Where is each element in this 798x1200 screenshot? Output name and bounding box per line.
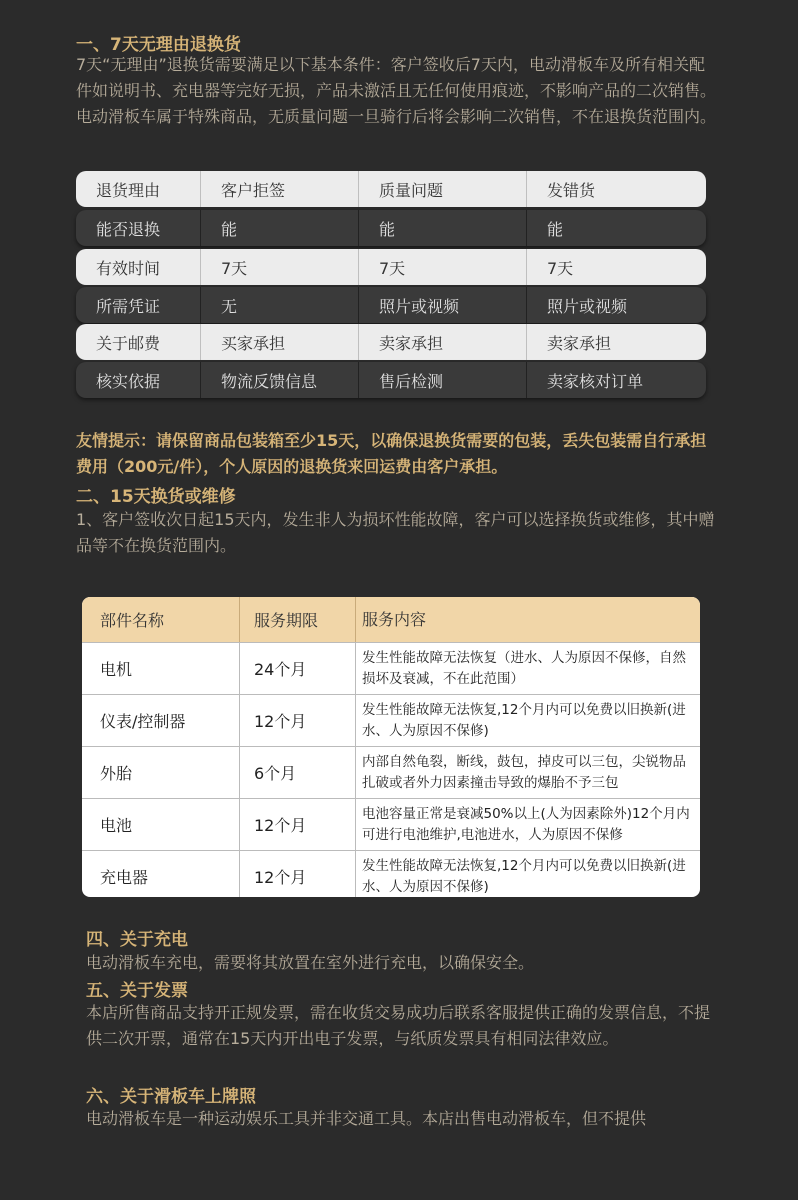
warranty-table <box>82 597 700 897</box>
table-cell: 核实依据 <box>96 371 161 391</box>
exchange-paragraph: 1、客户签收次日起15天内，发生非人为损坏性能故障，客户可以选择换货或维修，其中赠品等不在换货范围内。 <box>76 510 715 555</box>
table-cell: 能 <box>200 210 358 246</box>
friendly-notice: 友情提示：请保留商品包装箱至少15天，以确保退换货需要的包装，丢失包装需自行承担费用（200元/件），个人原因的退换货来回运费由客户承担。 <box>76 431 707 476</box>
table-cell: 7天 <box>358 249 526 285</box>
invoice-paragraph: 本店所售商品支持开正规发票，需在收货交易成功后联系客服提供正确的发票信息，不提供二次开票，通常在15天内开出电子发票，与纸质发票具有相同法律效应。 <box>86 1003 711 1048</box>
return-policy-paragraph: 7天“无理由”退换货需要满足以下基本条件：客户签收后7天内，电动滑板车及所有相关配件如说明书、充电器等完好无损，产品未激活且无任何使用痕迹，不影响产品的二次销售。电动滑板车属于特殊商品，无质量问题一旦骑行后将会影响二次销售，不在退换货范围内。 <box>76 55 717 126</box>
table-cell: 物流反馈信息 <box>200 362 358 398</box>
table-cell: 内部自然龟裂，断线，鼓包，掉皮可以三包，尖锐物品扎破或者外力因素撞击导致的爆胎不予三包 <box>355 747 700 798</box>
return-table-row <box>76 249 706 285</box>
table-cell: 照片或视频 <box>526 287 706 323</box>
return-table-row <box>76 362 706 398</box>
table-cell: 有效时间 <box>96 258 161 278</box>
return-table-row <box>76 210 706 246</box>
table-row <box>82 642 700 694</box>
license-paragraph: 电动滑板车是一种运动娱乐工具并非交通工具。本店出售电动滑板车，但不提供 <box>86 1109 647 1128</box>
table-cell: 电机 <box>100 660 133 679</box>
section-title-invoice: 五、关于发票 <box>86 981 188 1001</box>
table-cell: 无 <box>200 287 358 323</box>
table-row <box>82 694 700 746</box>
table-cell: 能 <box>526 210 706 246</box>
table-cell: 外胎 <box>100 764 133 783</box>
return-table-row <box>76 287 706 323</box>
table-cell: 退货理由 <box>96 180 161 200</box>
table-cell: 卖家核对订单 <box>526 362 706 398</box>
table-cell: 12个月 <box>239 695 355 746</box>
table-row <box>82 850 700 897</box>
table-cell: 电池 <box>100 816 133 835</box>
table-cell: 6个月 <box>239 747 355 798</box>
table-cell: 充电器 <box>100 868 149 887</box>
return-table-row <box>76 324 706 360</box>
charging-paragraph: 电动滑板车充电，需要将其放置在室外进行充电，以确保安全。 <box>86 953 535 972</box>
table-cell: 客户拒签 <box>200 171 358 207</box>
header-cell-part: 部件名称 <box>100 611 165 630</box>
table-cell: 所需凭证 <box>96 296 161 316</box>
table-cell: 买家承担 <box>200 324 358 360</box>
table-row <box>82 746 700 798</box>
table-cell: 发错货 <box>526 171 706 207</box>
section-title-license: 六、关于滑板车上牌照 <box>86 1087 256 1107</box>
table-cell: 发生性能故障无法恢复（进水、人为原因不保修，自然损坏及衰减，不在此范围） <box>355 643 700 694</box>
table-cell: 能 <box>358 210 526 246</box>
table-cell: 7天 <box>200 249 358 285</box>
section-title-charging: 四、关于充电 <box>86 930 188 950</box>
section-title-return: 一、7天无理由退换货 <box>76 35 241 55</box>
table-cell: 能否退换 <box>96 219 161 239</box>
table-cell: 7天 <box>526 249 706 285</box>
table-cell: 照片或视频 <box>358 287 526 323</box>
section-title-exchange: 二、15天换货或维修 <box>76 487 236 507</box>
warranty-table-header <box>82 597 700 642</box>
return-table-row <box>76 171 706 207</box>
table-cell: 12个月 <box>239 799 355 850</box>
table-cell: 卖家承担 <box>358 324 526 360</box>
header-cell-content: 服务内容 <box>355 597 700 642</box>
table-cell: 卖家承担 <box>526 324 706 360</box>
table-cell: 发生性能故障无法恢复,12个月内可以免费以旧换新(进水、人为原因不保修) <box>355 695 700 746</box>
table-row <box>82 798 700 850</box>
table-cell: 24个月 <box>239 643 355 694</box>
table-cell: 仪表/控制器 <box>100 712 186 731</box>
header-cell-period: 服务期限 <box>239 597 355 642</box>
table-cell: 质量问题 <box>358 171 526 207</box>
table-cell: 关于邮费 <box>96 333 161 353</box>
table-cell: 电池容量正常是衰减50%以上(人为因素除外)12个月内可进行电池维护,电池进水，人为原因不保修 <box>355 799 700 850</box>
table-cell: 发生性能故障无法恢复,12个月内可以免费以旧换新(进水、人为原因不保修) <box>355 851 700 897</box>
table-cell: 12个月 <box>239 851 355 897</box>
table-cell: 售后检测 <box>358 362 526 398</box>
